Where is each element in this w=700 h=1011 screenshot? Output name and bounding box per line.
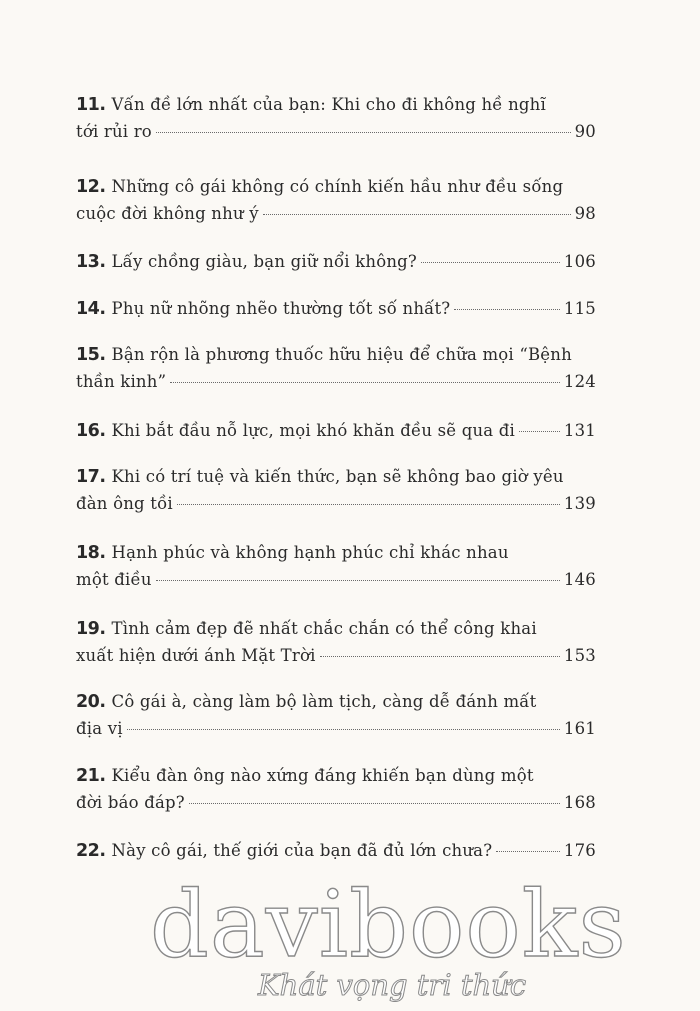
entry-page-number: 106 — [563, 252, 596, 271]
entry-number: 13. — [76, 252, 106, 272]
entry-number: 15. — [76, 345, 106, 365]
dot-leader — [177, 504, 560, 505]
watermark-tagline: Khát vọng tri thức — [258, 968, 527, 1002]
entry-title: Này cô gái, thế giới của bạn đã đủ lớn chưa? — [111, 841, 493, 860]
toc-entry — [76, 249, 596, 275]
entry-page-number: 153 — [563, 646, 596, 665]
entry-number: 19. — [76, 619, 106, 639]
entry-page-number: 168 — [563, 793, 596, 812]
entry-page-number: 176 — [563, 841, 596, 860]
dot-leader — [156, 132, 571, 133]
entry-page-number: 131 — [563, 421, 596, 440]
dot-leader — [421, 262, 560, 263]
entry-page-number: 90 — [574, 122, 596, 141]
toc-entry — [76, 92, 596, 145]
entry-number: 12. — [76, 177, 106, 197]
entry-page-number: 115 — [563, 299, 596, 318]
toc-entry — [76, 418, 596, 444]
entry-number: 14. — [76, 299, 106, 319]
entry-number: 17. — [76, 467, 106, 487]
dot-leader — [127, 729, 560, 730]
watermark-logo — [150, 871, 627, 1005]
entry-number: 22. — [76, 841, 106, 861]
watermark-brand-name: davibooks — [150, 871, 627, 978]
entry-title: Khi bắt đầu nỗ lực, mọi khó khăn đều sẽ qua đi — [111, 421, 516, 440]
toc-entry — [76, 174, 596, 227]
entry-title-continued: xuất hiện dưới ánh Mặt Trời — [76, 646, 316, 665]
entry-page-number: 146 — [563, 570, 596, 589]
entry-title-continued: tới rủi ro — [76, 122, 152, 141]
entry-title: Tình cảm đẹp đẽ nhất chắc chắn có thể công khai — [111, 619, 537, 638]
entry-title-continued: một điều — [76, 570, 152, 589]
entry-title: Kiểu đàn ông nào xứng đáng khiến bạn dùng một — [111, 766, 534, 785]
entry-title-continued: địa vị — [76, 719, 123, 738]
entry-number: 20. — [76, 692, 106, 712]
entry-page-number: 98 — [574, 204, 596, 223]
toc-entry — [76, 838, 596, 864]
entry-title-continued: cuộc đời không như ý — [76, 204, 259, 223]
dot-leader — [263, 214, 571, 215]
entry-title-continued: thần kinh” — [76, 372, 167, 391]
entry-number: 21. — [76, 766, 106, 786]
dot-leader — [156, 580, 560, 581]
entry-title: Vấn đề lớn nhất của bạn: Khi cho đi không hề nghĩ — [111, 95, 546, 114]
entry-page-number: 161 — [563, 719, 596, 738]
entry-title: Lấy chồng giàu, bạn giữ nổi không? — [111, 252, 417, 271]
entry-page-number: 139 — [563, 494, 596, 513]
entry-title: Hạnh phúc và không hạnh phúc chỉ khác nhau — [111, 543, 509, 562]
entry-number: 18. — [76, 543, 106, 563]
dot-leader — [519, 431, 560, 432]
dot-leader — [170, 382, 560, 383]
entry-page-number: 124 — [563, 372, 596, 391]
toc-entry — [76, 763, 596, 816]
toc-entry — [76, 464, 596, 517]
entry-title: Phụ nữ nhõng nhẽo thường tốt số nhất? — [111, 299, 451, 318]
toc-entry — [76, 616, 596, 669]
dot-leader — [454, 309, 560, 310]
dot-leader — [320, 656, 560, 657]
toc-entry — [76, 296, 596, 322]
entry-title: Bận rộn là phương thuốc hữu hiệu để chữa mọi “Bệnh — [111, 345, 572, 364]
toc-entry — [76, 342, 596, 395]
entry-title-continued: đàn ông tồi — [76, 494, 173, 513]
toc-entry — [76, 689, 596, 742]
dot-leader — [189, 803, 560, 804]
entry-title: Khi có trí tuệ và kiến thức, bạn sẽ không bao giờ yêu — [111, 467, 564, 486]
entry-number: 16. — [76, 421, 106, 441]
entry-title: Những cô gái không có chính kiến hầu như đều sống — [111, 177, 564, 196]
entry-number: 11. — [76, 95, 106, 115]
toc-entry — [76, 540, 596, 593]
dot-leader — [496, 851, 560, 852]
entry-title: Cô gái à, càng làm bộ làm tịch, càng dễ đánh mất — [111, 692, 537, 711]
entry-title-continued: đời báo đáp? — [76, 793, 185, 812]
